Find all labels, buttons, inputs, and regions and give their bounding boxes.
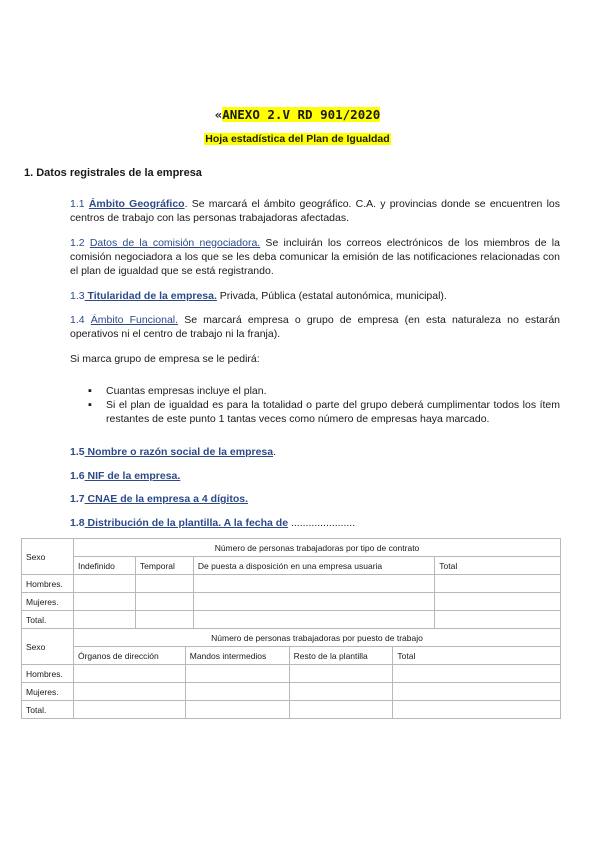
- table-cell[interactable]: [73, 665, 185, 683]
- row-label: Mujeres.: [22, 593, 74, 611]
- item-text: Se marcará empresa o grupo de empresa (en esta naturaleza no estarán operativos ni el centro de trabajo ni la franja).: [70, 314, 560, 340]
- column-header: De puesta a disposición en una empresa usuaria: [193, 557, 434, 575]
- table-cell[interactable]: [185, 665, 289, 683]
- item-heading-link[interactable]: Nombre o razón social de la empresa: [84, 446, 274, 458]
- item-number: 1.1: [70, 198, 85, 210]
- table-cell[interactable]: [185, 683, 289, 701]
- table-cell[interactable]: [73, 683, 185, 701]
- row-label: Mujeres.: [22, 683, 74, 701]
- subtitle-text: Hoja estadística del Plan de Igualdad: [205, 133, 390, 145]
- table-cell[interactable]: [73, 701, 185, 719]
- item-1-2: [70, 236, 560, 278]
- table-cell[interactable]: [289, 701, 393, 719]
- item-1-7: [70, 492, 560, 506]
- item-heading-link[interactable]: Ámbito Funcional.: [90, 314, 179, 326]
- item-1-6: [70, 469, 560, 483]
- item-1-8: [70, 516, 560, 530]
- row-label: Total.: [22, 701, 74, 719]
- item-1-1: [70, 197, 560, 225]
- item-heading-link[interactable]: Titularidad de la empresa.: [84, 290, 217, 302]
- item-number: 1.3: [70, 290, 85, 302]
- job-position-table: [21, 628, 561, 719]
- column-header: Mandos intermedios: [185, 647, 289, 665]
- item-tail: .: [273, 446, 277, 458]
- row-label: Hombres.: [22, 665, 74, 683]
- table-cell[interactable]: [193, 611, 434, 629]
- subtitle: [0, 133, 595, 145]
- group-note: Si marca grupo de empresa se le pedirá:: [70, 353, 260, 365]
- table-header: Número de personas trabajadoras por tipo de contrato: [73, 539, 560, 557]
- column-header: Total: [435, 557, 561, 575]
- column-header: Total: [393, 647, 561, 665]
- item-heading-link[interactable]: Ámbito Geográfico: [88, 198, 185, 210]
- item-heading-link[interactable]: CNAE de la empresa a 4 dígitos.: [84, 493, 248, 505]
- bullet-list: [88, 384, 560, 426]
- item-heading-link[interactable]: Distribución de la plantilla. A la fecha de: [84, 517, 289, 529]
- table-cell[interactable]: [435, 593, 561, 611]
- table-row: [22, 611, 561, 629]
- table-cell[interactable]: [393, 683, 561, 701]
- item-number: 1.6: [70, 470, 85, 482]
- item-1-3: [70, 289, 560, 303]
- table-cell[interactable]: [135, 593, 193, 611]
- row-label: Hombres.: [22, 575, 74, 593]
- table-cell[interactable]: [435, 575, 561, 593]
- list-item: ▪ Si el plan de igualdad es para la totalidad o parte del grupo deberá cumplimentar todos los ítem restantes de este punto 1 tantas veces como número de empresas haya marcado.: [88, 398, 560, 426]
- item-number: 1.5: [70, 446, 85, 458]
- title-text: ANEXO 2.V RD 901/2020: [222, 107, 381, 122]
- column-header: Indefinido: [73, 557, 135, 575]
- row-label: Total.: [22, 611, 74, 629]
- item-text: . Se marcará el ámbito geográfico. C.A. y provincias donde se encuentren los centros de trabajo con las personas trabajadoras afectadas.: [70, 198, 560, 224]
- item-text: Se incluirán los correos electrónicos de los miembros de la comisión negociadora a los que se les deba comunicar la emisión de las notificaciones relacionadas con el plan de igualdad que se está registrando.: [70, 237, 560, 277]
- column-header: Resto de la plantilla: [289, 647, 393, 665]
- annex-title: [0, 107, 595, 122]
- contract-type-table: [21, 538, 561, 629]
- item-number: 1.4: [70, 314, 85, 326]
- table-cell[interactable]: [193, 575, 434, 593]
- table-row: [22, 665, 561, 683]
- table-row: [22, 575, 561, 593]
- table-cell[interactable]: [135, 611, 193, 629]
- list-item: ▪ Cuantas empresas incluye el plan.: [88, 384, 560, 398]
- sexo-header: Sexo: [22, 539, 74, 575]
- table-cell[interactable]: [73, 575, 135, 593]
- item-number: 1.7: [70, 493, 85, 505]
- column-header: Temporal: [135, 557, 193, 575]
- item-number: 1.8: [70, 517, 85, 529]
- table-cell[interactable]: [435, 611, 561, 629]
- table-cell[interactable]: [185, 701, 289, 719]
- table-cell[interactable]: [289, 683, 393, 701]
- item-number: 1.2: [70, 237, 85, 249]
- table-cell[interactable]: [393, 665, 561, 683]
- item-1-5: [70, 445, 560, 459]
- section-heading: 1. Datos registrales de la empresa: [24, 167, 202, 179]
- item-heading-link[interactable]: Datos de la comisión negociadora.: [89, 237, 261, 249]
- table-row: [22, 701, 561, 719]
- item-text: Privada, Pública (estatal autonómica, municipal).: [216, 290, 447, 302]
- table-cell[interactable]: [193, 593, 434, 611]
- table-row: [22, 593, 561, 611]
- date-blank[interactable]: ......................: [288, 517, 356, 529]
- item-heading-link[interactable]: NIF de la empresa.: [84, 470, 181, 482]
- table-cell[interactable]: [73, 611, 135, 629]
- column-header: Órganos de dirección: [73, 647, 185, 665]
- sexo-header: Sexo: [22, 629, 74, 665]
- table-cell[interactable]: [135, 575, 193, 593]
- title-prefix: «: [214, 107, 223, 122]
- table-cell[interactable]: [73, 593, 135, 611]
- table-row: [22, 683, 561, 701]
- item-1-4: [70, 313, 560, 341]
- table-cell[interactable]: [393, 701, 561, 719]
- table-cell[interactable]: [289, 665, 393, 683]
- table-header: Número de personas trabajadoras por puesto de trabajo: [73, 629, 560, 647]
